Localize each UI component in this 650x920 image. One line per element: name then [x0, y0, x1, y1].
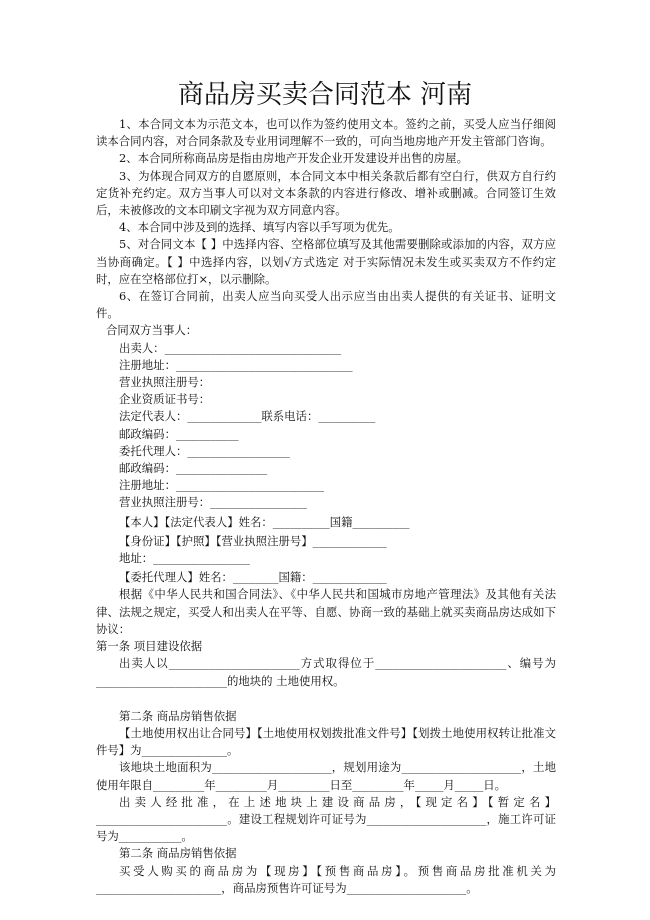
article2a-heading: 第二条 商品房销售依据: [119, 708, 237, 723]
article2a-line-3: 出卖人经批准，在上述地块上建设商品房，【现定名】【暂定名】_______________________。建设工程规划许可证号为_____________________，施工许可证号为___________。: [96, 794, 556, 844]
field-legal-rep: 法定代表人：_____________联系电话：__________: [119, 409, 376, 424]
article1-heading: 第一条 项目建设依据: [96, 639, 203, 654]
field-buyer-id: 【身份证】【护照】【营业执照注册号】_____________: [119, 533, 387, 548]
note-4: 4、本合同中涉及到的选择、填写内容以手写项为优先。: [119, 220, 400, 235]
note-5: 5、对合同文本【 】中选择内容、空格部位填写及其他需要删除或添加的内容，双方应当协商确定。【 】中选择内容，以划√方式选定 对于实际情况未发生或买卖双方不作约定时，应在空格部位打×，以示删除。: [96, 237, 556, 286]
article2b-heading: 第二条 商品房销售依据: [119, 846, 237, 861]
article2a-line-2: 该地块土地面积为_____________________，规划用途为_____________________，土地使用年限自_________年_________月_________日至_________年_____月_____日。: [96, 760, 556, 792]
note-3: 3、为体现合同双方的自愿原则，本合同文本中相关条款后都有空白行，供双方自行约定货补充约定。双方当事人可以对文本条款的内容进行修改、增补或删减。合同签订生效后，未被修改的文本印刷文字视为双方同意内容。: [96, 168, 556, 218]
spacer: [96, 690, 556, 708]
field-buyer-address: 地址：_________________: [119, 551, 250, 566]
field-buyer-agent: 【委托代理人】姓名：________国籍：_____________: [119, 570, 387, 585]
field-agent: 委托代理人：__________________: [119, 443, 290, 458]
field-buyer-name: 【本人】【法定代表人】姓名：__________国籍__________: [119, 514, 410, 529]
note-6: 6、在签订合同前，出卖人应当向买受人出示应当由出卖人提供的有关证书、证明文件。: [96, 289, 556, 321]
note-2: 2、本合同所称商品房是指由房地产开发企业开发建设并出售的房屋。: [119, 151, 468, 166]
field-registered-address: 注册地址：_______________________________: [119, 357, 353, 372]
field-business-license: 营业执照注册号：: [119, 375, 211, 390]
article2b-text: 买受人购买的商品房为【现房】【预售商品房】。预售商品房批准机关为______________________，商品房预售许可证号为_____________________。: [96, 863, 556, 895]
note-1: 1、本合同文本为示范文本，也可以作为签约使用文本。签约之前，买受人应当仔细阅读本合同内容，对合同条款及专业用词理解不一致的，可向当地房地产开发主管部门咨询。: [96, 117, 556, 149]
preamble: 根据《中华人民共和国合同法》、《中华人民共和国城市房地产管理法》及其他有关法律、法规之规定，买受人和出卖人在平等、自愿、协商一致的基础上就买卖商品房达成如下协议：: [96, 587, 556, 636]
field-business-license-2: 营业执照注册号：_________________: [119, 495, 307, 510]
field-seller: 出卖人：_______________________________: [119, 340, 342, 355]
parties-heading: 合同双方当事人：: [106, 323, 198, 338]
article1-text: 出卖人以_______________________方式取得位于_______________________、编号为_______________________的地块的 土地使用权。: [96, 656, 556, 688]
document-body: [96, 116, 556, 897]
party-fields: [96, 340, 556, 587]
field-postcode-2: 邮政编码：________________: [119, 461, 268, 476]
field-registered-address-2: 注册地址：__________________________: [119, 478, 325, 493]
page-title: 商品房买卖合同范本 河南: [177, 80, 473, 110]
field-postcode: 邮政编码：___________: [119, 426, 239, 441]
field-qualification-cert: 企业资质证书号：: [119, 392, 211, 407]
article2a-line-1: 【土地使用权出让合同号】【土地使用权划拨批准文件号】【划拨土地使用权转让批准文件号】为_______________。: [96, 725, 556, 758]
